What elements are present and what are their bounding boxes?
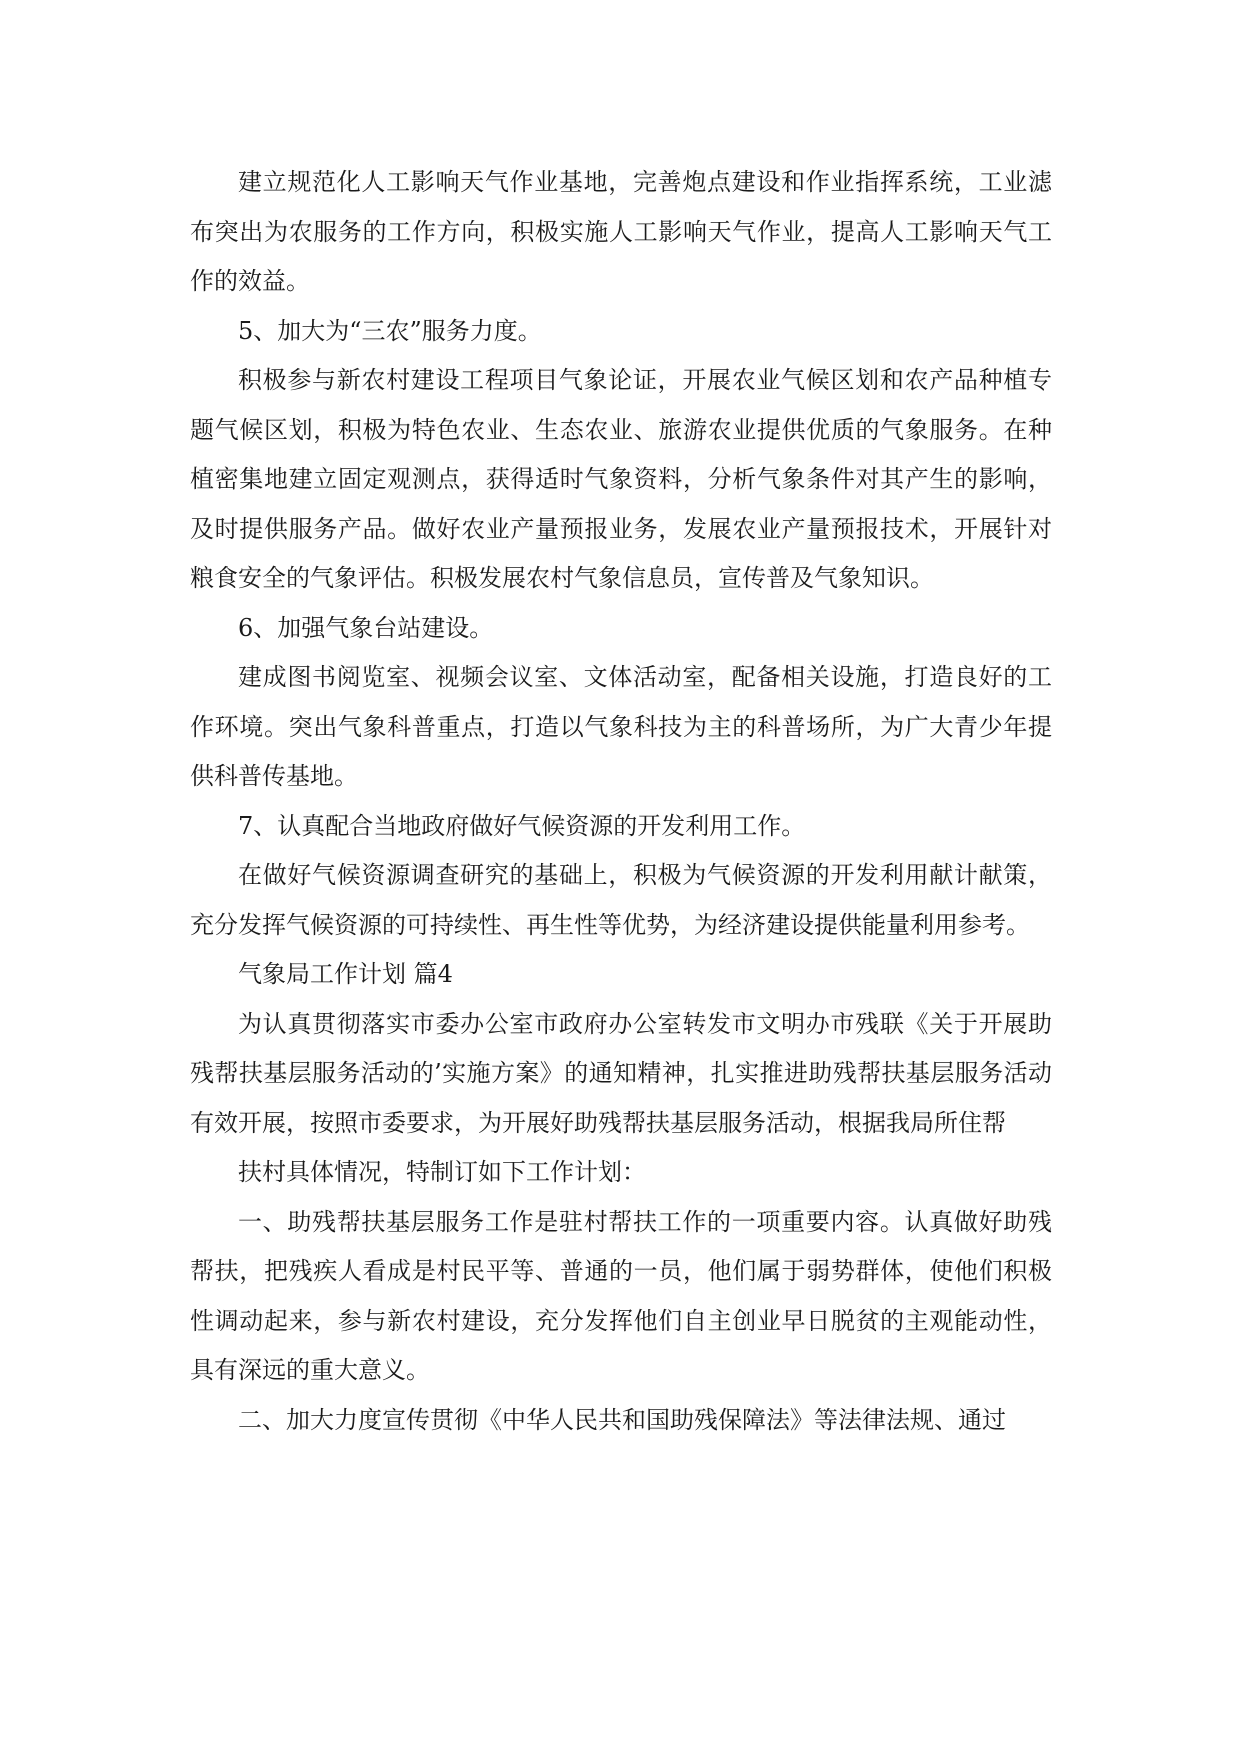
heading-item-5: 5、加大为“三农”服务力度。 [238,316,542,345]
paragraph-plan-lead: 扶村具体情况，特制订如下工作计划： [238,1158,646,1186]
section-title-part-4: 气象局工作计划 篇4 [238,960,453,988]
heading-item-6: 6、加强气象台站建设。 [238,613,494,642]
heading-item-7: 7、认真配合当地政府做好气候资源的开发利用工作。 [238,811,806,840]
paragraph-climate-resources: 在做好气候资源调查研究的基础上，积极为气候资源的开发利用献计献策，充分发挥气候资源的可持续性、再生性等优势，为经济建设提供能量利用参考。 [190,861,1052,939]
paragraph-weather-base: 建立规范化人工影响天气作业基地，完善炮点建设和作业指挥系统，工业滤布突出为农服务的工作方向，积极实施人工影响天气作业，提高人工影响天气工作的效益。 [190,168,1052,295]
paragraph-intro-part-4: 为认真贯彻落实市委办公室市政府办公室转发市文明办市残联《关于开展助残帮扶基层服务活动的’实施方案》的通知精神，扎实推进助残帮扶基层服务活动有效开展，按照市委要求，为开展好助残帮扶基层服务活动，根据我局所住帮 [190,1009,1052,1137]
paragraph-point-1: 一、助残帮扶基层服务工作是驻村帮扶工作的一项重要内容。认真做好助残帮扶，把残疾人看成是村民平等、普通的一员，他们属于弱势群体，使他们积极性调动起来，参与新农村建设，充分发挥他们自主创业早日脱贫的主观能动性，具有深远的重大意义。 [190,1207,1052,1384]
paragraph-station-construction: 建成图书阅览室、视频会议室、文体活动室，配备相关设施，打造良好的工作环境。突出气象科普重点，打造以气象科技为主的科普场所，为广大青少年提供科普传基地。 [190,663,1052,790]
document-body [190,158,1052,1445]
paragraph-point-2: 二、加大力度宣传贯彻《中华人民共和国助残保障法》等法律法规、通过 [238,1405,1006,1434]
paragraph-agriculture-service: 积极参与新农村建设工程项目气象论证，开展农业气候区划和农产品种植专题气候区划，积极为特色农业、生态农业、旅游农业提供优质的气象服务。在种植密集地建立固定观测点，获得适时气象资料，分析气象条件对其产生的影响，及时提供服务产品。做好农业产量预报业务，发展农业产量预报技术，开展针对粮食安全的气象评估。积极发展农村气象信息员，宣传普及气象知识。 [190,366,1052,592]
